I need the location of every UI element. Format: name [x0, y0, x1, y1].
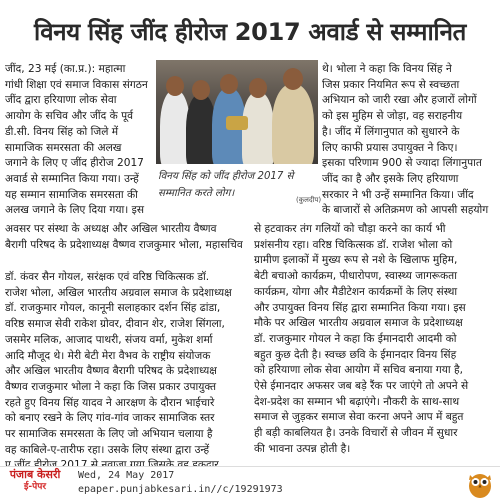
text-line: की भावना उत्पन्न होती है। — [254, 442, 351, 455]
article-column-right — [254, 222, 494, 458]
headline: विनय सिंह जींद हीरोज 2017 अवार्ड से सम्मानित — [34, 18, 466, 46]
text-line: बेटी बचाओ कार्यक्रम, पीधारोपण, स्वास्थ्य जागरूकता — [254, 270, 457, 283]
text-line: और अखिल भारतीय वैष्णव बैरागी परिषद के प्रदेशाध्यक्ष — [5, 365, 217, 378]
text-line: ऐसे ईमानदार अफसर जब बड़े रैंक पर जाएंगे तो अपने से — [254, 380, 469, 393]
award-trophy — [226, 116, 248, 130]
text-line: डॉ. राजकुमार गोयल, कानूनी सलाहकार दर्शन सिंह ढांडा, — [5, 302, 221, 315]
photo-person-head — [249, 78, 267, 98]
publication-date: Wed, 24 May 2017 — [78, 470, 175, 481]
text-line: कार्यक्रम, योगा और मैडीटेशन कार्यक्रमों के लिए संस्था — [254, 285, 458, 298]
text-line: जींद का है और इसके लिए हरियाणा — [322, 172, 459, 185]
epaper-footer — [0, 466, 500, 501]
text-line: पर सामाजिक समरसता के लिए जो अभियान चलाया है — [5, 428, 213, 441]
text-line: अभियान को जारी रखा और हजारों लोगों — [322, 94, 477, 107]
logo-subtitle: ई-पेपर — [23, 482, 47, 492]
news-photo — [156, 60, 318, 164]
caption-line: विनय सिंह को जींद हीरोज 2017 से — [158, 171, 294, 182]
article-column-left — [5, 270, 246, 474]
text-line: ही बड़ी काबलियत है। उनके विचारों से जीवन में सुधार — [254, 427, 458, 440]
text-line: गांधी शिक्षा एवं समाज विकास संगठन — [5, 78, 148, 91]
photo-caption — [158, 168, 318, 204]
text-line: देश-प्रदेश का सम्मान भी बढ़ाएंगे। नौकरी के साथ-साथ — [254, 395, 460, 408]
text-line: प्रशंसनीय रहा। वरिष्ठ चिकित्सक डॉ. राजेश भोला को — [254, 238, 453, 251]
photo-person-head — [166, 76, 184, 96]
photo-person-head — [283, 68, 303, 90]
text-line: अवार्ड से सम्मानित किया गया। उन्हें — [5, 172, 139, 185]
text-line: सामाजिक समरसता की अलख — [5, 141, 122, 154]
text-line: वैष्णव राजकुमार भोला ने कहा कि जिस प्रकार उपायुक्त — [5, 380, 217, 393]
epaper-url[interactable]: epaper.punjabkesari.in//c/19291973 — [78, 484, 283, 495]
text-line: आदि मौजूद थे। मेरी बेटी मेरा वैभव के राष्ट्रीय संयोजक — [5, 349, 211, 362]
text-line: इसका परिणाम 900 से ज्यादा लिंगानुपात — [322, 157, 482, 170]
photo-person-head — [220, 74, 238, 94]
text-line: है। जींद में लिंगानुपात को सुधारने के — [322, 125, 460, 138]
text-line: और उपायुक्त विनय सिंह द्वारा सम्मानित किया गया। इस — [254, 301, 466, 314]
text-line: जगाने के लिए ए जींद हीरोज 2017 — [5, 157, 144, 170]
text-line: को हरियाणा लोक सेवा आयोग में सचिव बनाया गया है, — [254, 364, 463, 377]
text-line: वह काबिले-ए-तारीफ रहा। उसके लिए संस्था द्वारा उन्हें — [5, 443, 210, 456]
logo-title: पंजाब केसरी — [9, 468, 61, 481]
text-line: राजेश भोला, अखिल भारतीय अग्रवाल समाज के प्रदेशाध्यक्ष — [5, 286, 232, 299]
text-line: थे। भोला ने कहा कि विनय सिंह ने — [322, 63, 452, 75]
text-line: वरिष्ठ समाज सेवी राकेश ग्रोवर, दीवान शेर, राजेश सिंगला, — [5, 318, 225, 331]
text-line: जिस प्रकार नियमित रूप से स्वच्छता — [322, 78, 460, 91]
text-line: जींद, 23 मई (का.प्र.): महात्मा — [5, 63, 126, 75]
text-line: लिए काफी प्रयास उपायुक्त ने किए। — [322, 141, 458, 154]
text-line: समाज से जुड़कर समाज सेवा करना अपने आप में बहुत — [254, 411, 464, 424]
text-line: अवसर पर संस्था के अध्यक्ष और अखिल भारतीय वैष्णव — [5, 223, 217, 235]
text-line: मौके पर अखिल भारतीय अग्रवाल समाज के प्रदेशाध्यक्ष — [254, 317, 463, 330]
text-line: रहते हुए विनय सिंह यादव ने आरक्षण के दौरान भाईचारे — [5, 396, 215, 409]
text-line: जसमेर मलिक, आजाद पाथरी, संजय वर्मा, मुकेश शर्मा — [5, 333, 213, 346]
text-line: डॉ. राजकुमार गोयल ने कहा कि ईमानदारी आदमी को — [254, 332, 457, 345]
article-column-right-top — [322, 62, 494, 219]
text-line: जींद द्वारा हरियाणा लोक सेवा — [5, 94, 117, 107]
text-line: के बाजारों से अतिक्रमण को आपसी सहयोग — [322, 204, 489, 217]
photo-person — [272, 84, 314, 164]
photo-person-head — [192, 80, 210, 100]
footer-meta — [78, 469, 283, 497]
text-line: से हटवाकर तंग गलियों को चौड़ा करने का कार्य भी — [254, 223, 446, 235]
text-line: को इस मुहिम से जोड़ा, वह सराहनीय — [322, 110, 463, 123]
text-line: डॉ. कंवर सैन गोयल, सरंक्षक एवं वरिष्ठ चिकित्सक डॉ. — [5, 271, 210, 283]
text-line: डी.सी. विनय सिंह को जिले में — [5, 125, 119, 138]
text-line: को बनाए रखने के लिए गांव-गांव जाकर सामाजिक स्तर — [5, 412, 215, 425]
text-line: अलख जगाने के लिए दिया गया। इस — [5, 204, 145, 217]
text-line: यह सम्मान सामाजिक समरसता की — [5, 188, 138, 201]
text-line: बैरागी परिषद के प्रदेशाध्यक्ष वैष्णव राजकुमार भोला, महासचिव — [5, 238, 243, 251]
caption-line: सम्मानित करते लोग। — [158, 188, 235, 199]
owl-icon — [466, 469, 494, 499]
text-line: सरकार ने भी उन्हें सम्मानित किया। जींद — [322, 188, 474, 201]
newspaper-logo — [6, 469, 64, 499]
text-line: ग्रामीण इलाकों में मुख्य रूप से नशे के खिलाफ मुहिम, — [254, 254, 458, 267]
text-line: बहुत कुछ देती है। स्वच्छ छवि के ईमानदार विनय सिंह — [254, 348, 457, 361]
article-column-left-top — [5, 62, 155, 219]
photo-credit: (कुलदीप) — [296, 196, 322, 204]
text-line: आयोग के सचिव और जींद के पूर्व — [5, 110, 133, 123]
